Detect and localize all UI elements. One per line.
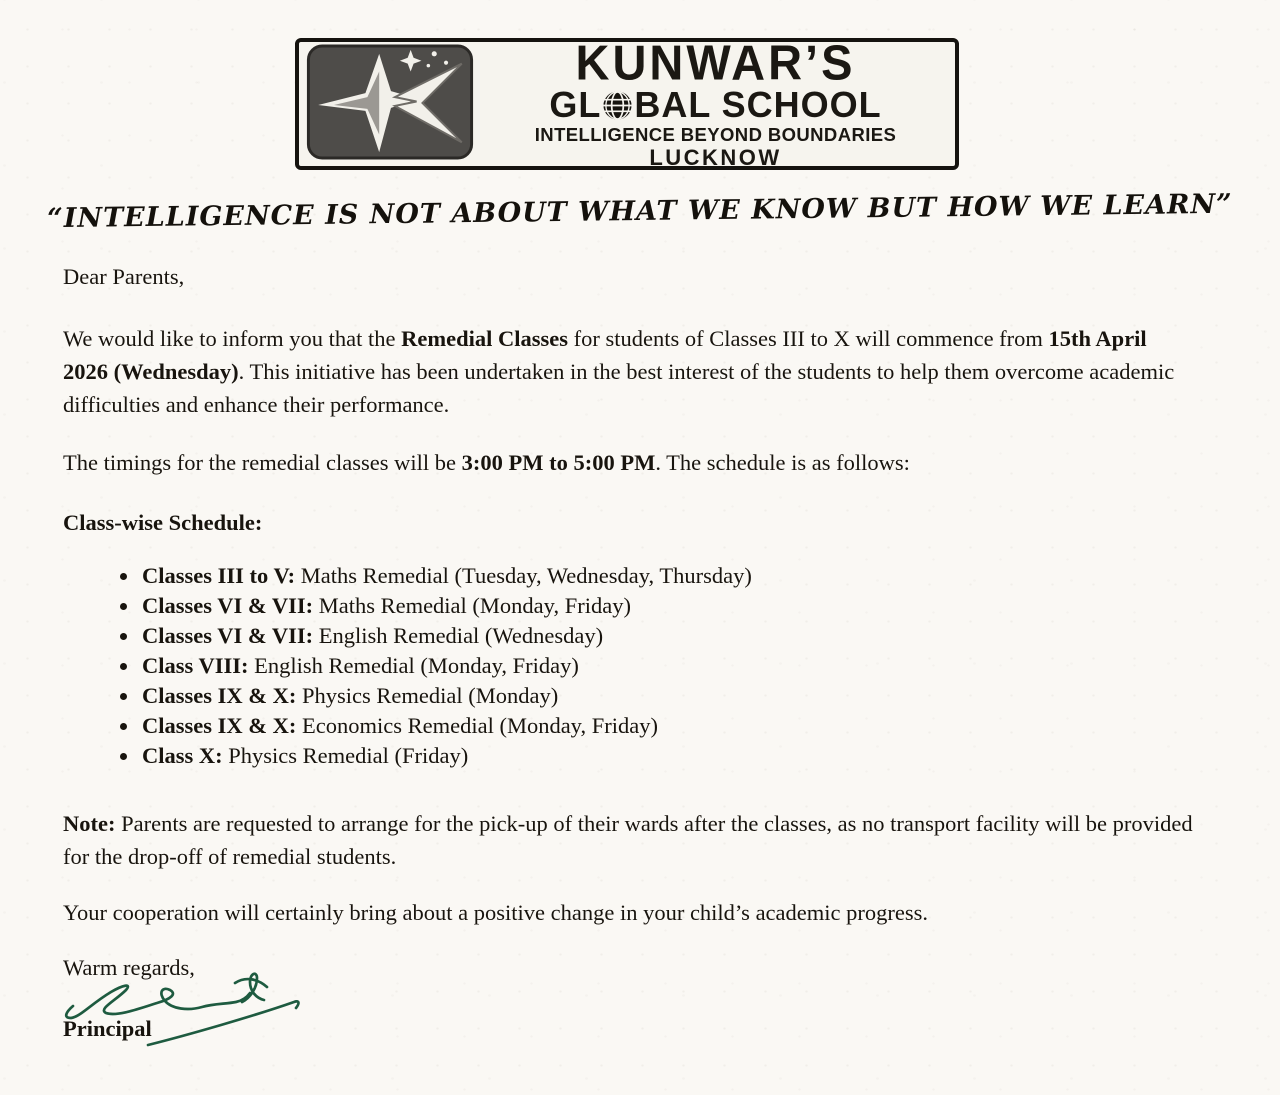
- closing-regards: Warm regards,: [63, 955, 195, 980]
- school-logo-star-icon: [306, 44, 474, 165]
- schedule-item: [140, 711, 752, 741]
- schedule-list: [102, 561, 752, 771]
- schedule-item-label: Classes III to V:: [142, 563, 296, 588]
- note-label: Note:: [63, 811, 116, 836]
- schedule-item-detail: Physics Remedial (Friday): [222, 743, 469, 768]
- school-name-line2-pre: GL: [549, 83, 602, 125]
- signer-title: Principal: [63, 1016, 152, 1041]
- schedule-item: [140, 741, 752, 771]
- schedule-item-label: Classes VI & VII:: [142, 593, 314, 618]
- para1-text: for students of Classes III to X will commence from: [568, 326, 1049, 351]
- para1-text: . This initiative has been undertaken in the best interest of the students to help them overcome academic difficulties and enhance their performance.: [63, 359, 1175, 417]
- schedule-item-detail: Economics Remedial (Monday, Friday): [296, 713, 658, 738]
- school-name-line2-post: BAL SCHOOL: [634, 83, 882, 125]
- para1-bold-remedial-classes: Remedial Classes: [401, 326, 569, 351]
- note-text: Parents are requested to arrange for the pick-up of their wards after the classes, as no transport facility will be provided for the drop-off of remedial students.: [63, 811, 1193, 869]
- globe-icon: [602, 90, 633, 121]
- para2-bold-time: 3:00 PM to 5:00 PM: [461, 450, 656, 475]
- schedule-item-detail: English Remedial (Wednesday): [313, 623, 604, 648]
- school-motto: “INTELLIGENCE IS NOT ABOUT WHAT WE KNOW BUT HOW WE LEARN”: [47, 188, 1233, 235]
- paragraph-timings: [63, 446, 1213, 479]
- schedule-item-detail: Maths Remedial (Monday, Friday): [313, 593, 631, 618]
- schedule-item: [140, 681, 752, 711]
- salutation: Dear Parents,: [63, 264, 185, 289]
- paragraph-cooperation: Your cooperation will certainly bring about a positive change in your child’s academic progress.: [63, 900, 928, 925]
- para2-text: . The schedule is as follows:: [655, 450, 910, 475]
- schedule-item: [140, 591, 752, 621]
- school-logo-text: [482, 34, 949, 171]
- para1-bold-date: 15th April 2026 (Wednesday): [63, 326, 1147, 384]
- schedule-item-label: Classes IX & X:: [142, 713, 297, 738]
- para2-text: The timings for the remedial classes will be: [63, 450, 462, 475]
- paragraph-announcement: [63, 322, 1175, 421]
- schedule-item-label: Class X:: [142, 743, 223, 768]
- school-logo-banner: [295, 34, 959, 171]
- schedule-item: [140, 561, 752, 591]
- schedule-heading: Class-wise Schedule:: [63, 510, 263, 535]
- schedule-item-label: Classes VI & VII:: [142, 623, 314, 648]
- school-tagline: INTELLIGENCE BEYOND BOUNDARIES: [534, 123, 897, 145]
- school-name: KUNWAR’S: [575, 34, 856, 90]
- school-name-line2: [482, 83, 949, 125]
- schedule-item-detail: Maths Remedial (Tuesday, Wednesday, Thursday): [295, 563, 752, 588]
- schedule-item-label: Classes IX & X:: [142, 683, 297, 708]
- schedule-item-label: Class VIII:: [142, 653, 249, 678]
- schedule-item: [140, 621, 752, 651]
- schedule-item-detail: Physics Remedial (Monday): [296, 683, 559, 708]
- schedule-item: [140, 651, 752, 681]
- schedule-item-detail: English Remedial (Monday, Friday): [248, 653, 579, 678]
- para1-text: We would like to inform you that the: [63, 326, 402, 351]
- school-city: LUCKNOW: [649, 145, 782, 171]
- paragraph-note: [63, 807, 1211, 873]
